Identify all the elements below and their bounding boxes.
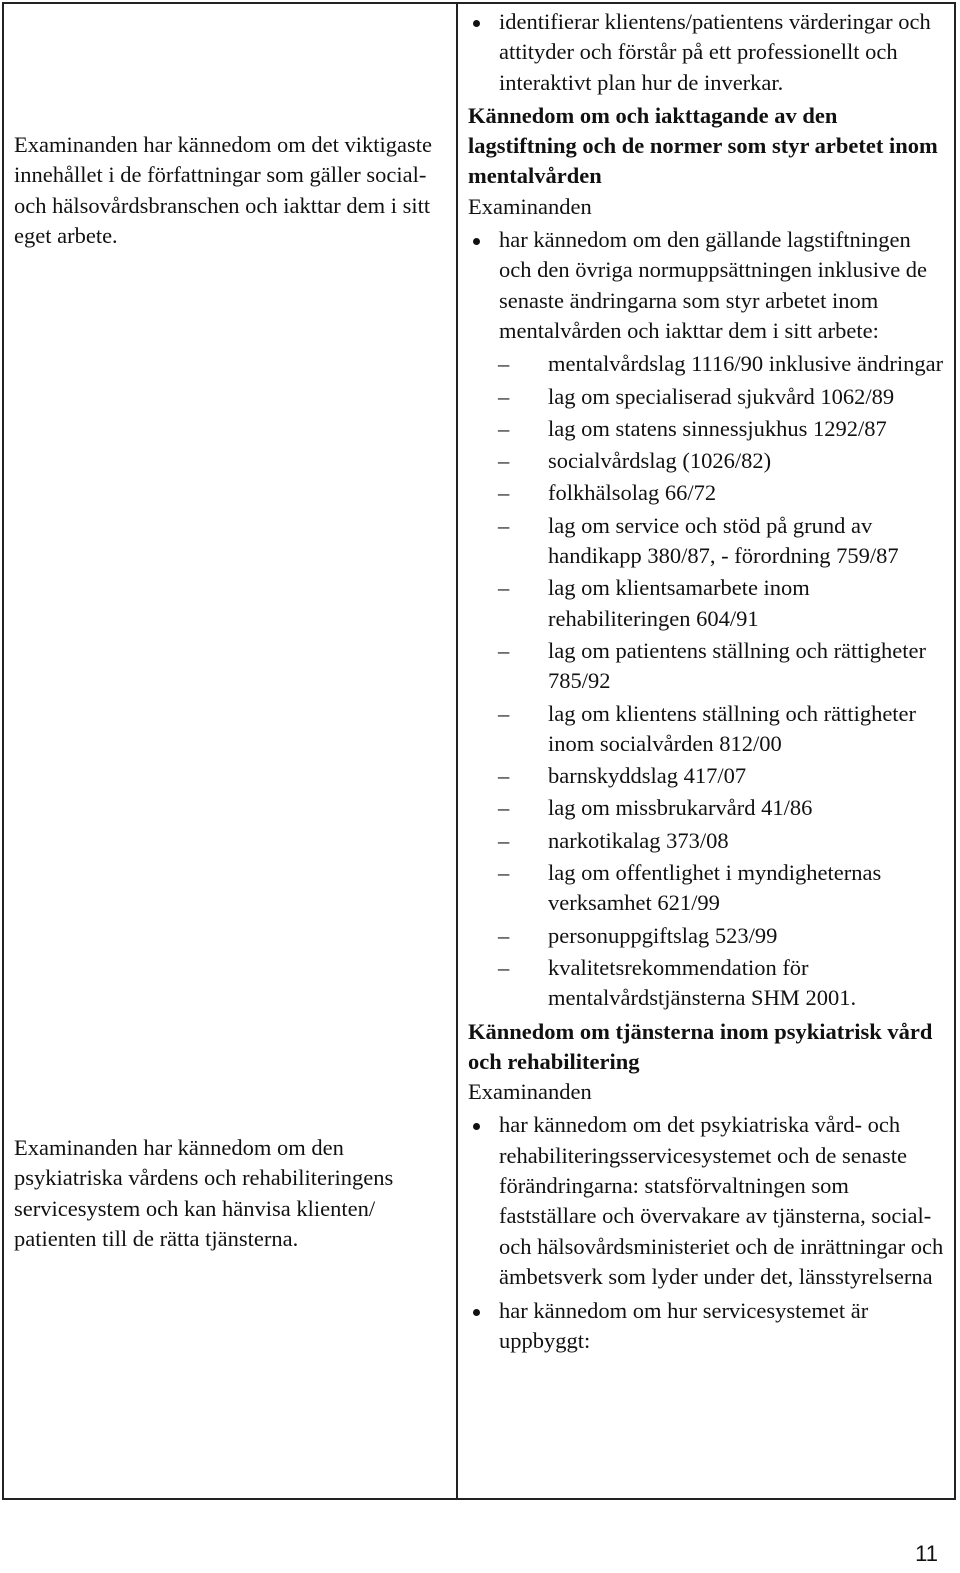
law-item: – mentalvårdslag 1116/90 inklusive ändringar bbox=[468, 349, 948, 379]
bullet-item: har kännedom om hur servicesystemet är uppbyggt: bbox=[468, 1296, 948, 1357]
left-column bbox=[4, 4, 458, 1498]
law-item: – personuppgiftslag 523/99 bbox=[468, 921, 948, 951]
law-item: – socialvårdslag (1026/82) bbox=[468, 446, 948, 476]
law-item: – lag om klientens ställning och rättigheter inom socialvården 812/00 bbox=[468, 699, 948, 760]
law-item: – lag om patientens ställning och rättigheter 785/92 bbox=[468, 636, 948, 697]
law-list bbox=[468, 349, 948, 1013]
law-item: – lag om service och stöd på grund av handikapp 380/87, - förordning 759/87 bbox=[468, 511, 948, 572]
bullet-item: identifierar klientens/patientens värderingar och attityder och förstår på ett professionellt och interaktivt plan hur de inverkar. bbox=[468, 7, 948, 98]
left-paragraph-legislation: Examinanden har kännedom om det viktigaste innehållet i de författningar som gäller social- och hälsovårdsbranschen och iakttar dem i sitt eget arbete. bbox=[14, 132, 433, 248]
law-item: – kvalitetsrekommendation för mentalvårdstjänsterna SHM 2001. bbox=[468, 953, 948, 1014]
right-column bbox=[458, 4, 954, 1498]
left-paragraph-services: Examinanden har kännedom om den psykiatriska vårdens och rehabiliteringens servicesystem och kan hänvisa klienten/ patienten till de rätta tjänsterna. bbox=[14, 1135, 394, 1251]
law-item: – lag om offentlighet i myndigheternas verksamhet 621/99 bbox=[468, 858, 948, 919]
law-item: – folkhälsolag 66/72 bbox=[468, 478, 948, 508]
examinee-label: Examinanden bbox=[468, 193, 592, 219]
right-column-body bbox=[468, 7, 948, 1357]
page-number: 11 bbox=[915, 1541, 938, 1566]
law-item: – lag om missbrukarvård 41/86 bbox=[468, 793, 948, 823]
criteria-table bbox=[2, 2, 956, 1500]
law-item: – lag om statens sinnessjukhus 1292/87 bbox=[468, 414, 948, 444]
law-item: – lag om klientsamarbete inom rehabiliteringen 604/91 bbox=[468, 573, 948, 634]
examinee-label: Examinanden bbox=[468, 1079, 592, 1105]
law-item: – lag om specialiserad sjukvård 1062/89 bbox=[468, 382, 948, 412]
law-item: – barnskyddslag 417/07 bbox=[468, 761, 948, 791]
section-heading-services: Kännedom om tjänsterna inom psykiatrisk vård och rehabilitering bbox=[468, 1018, 933, 1074]
law-item: – narkotikalag 373/08 bbox=[468, 826, 948, 856]
section-heading-legislation: Kännedom om och iakttagande av den lagstiftning och de normer som styr arbetet inom mentalvården bbox=[468, 102, 938, 189]
bullet-item: har kännedom om den gällande lagstiftningen och den övriga normuppsättningen inklusive de senaste ändringarna som styr arbetet inom mentalvården och iakttar dem i sitt arbete: bbox=[468, 225, 948, 346]
bullet-item: har kännedom om det psykiatriska vård- och rehabiliteringsservicesystemet och de senaste förändringarna: statsförvaltningen som fastställare och övervakare av tjänsterna, social- och hälsovårdsministeriet och de inrättningar och ämbetsverk som lyder under det, länsstyrelserna bbox=[468, 1110, 948, 1292]
